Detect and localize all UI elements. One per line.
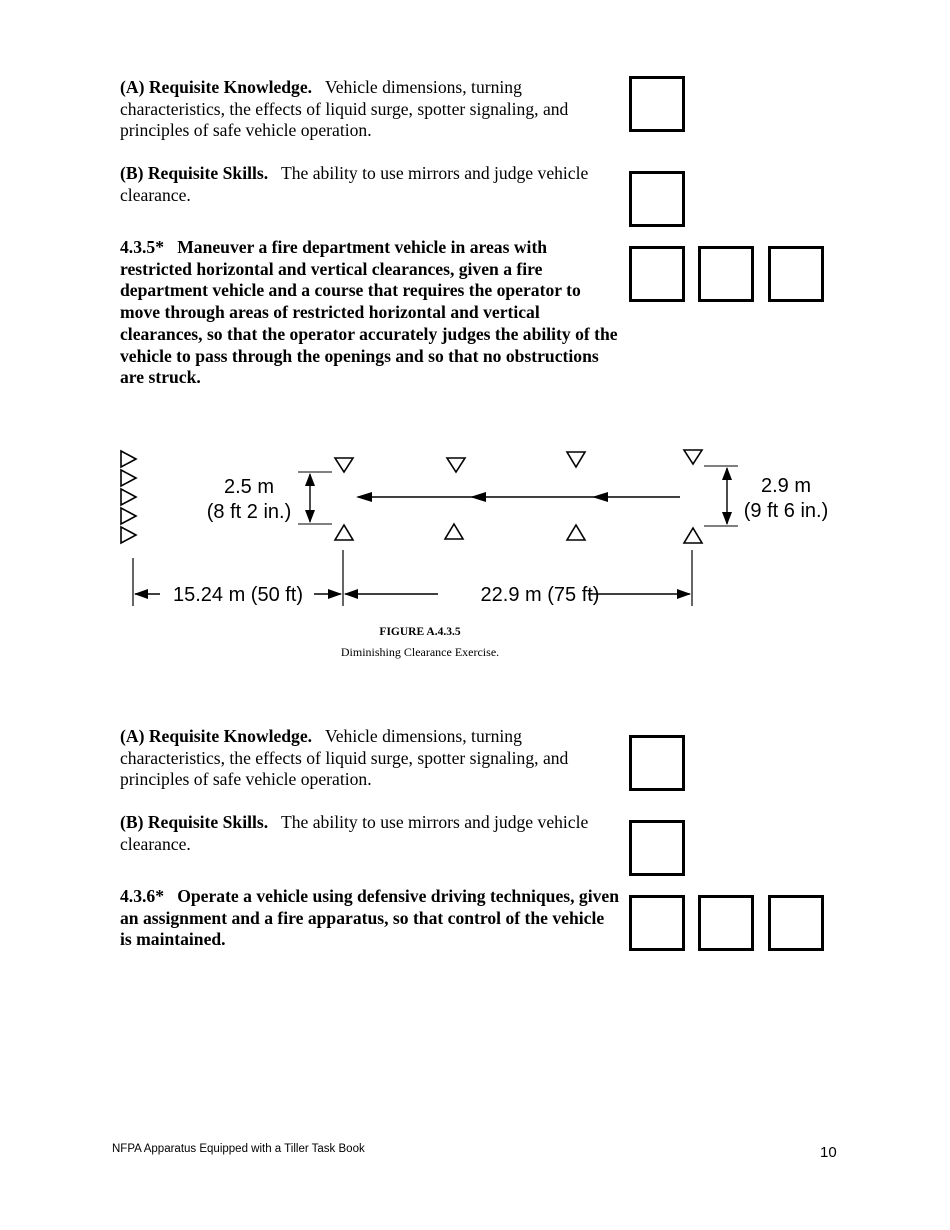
bottom-cones — [335, 524, 702, 543]
diminishing-clearance-diagram — [110, 440, 850, 620]
requisite-skills-text: The ability to use mirrors and judge vehicle clearance. — [120, 812, 589, 854]
jpr-number: 4.3.6* — [120, 886, 164, 906]
top-cones — [335, 450, 702, 472]
left-clearance-imperial: (8 ft 2 in.) — [206, 501, 292, 523]
signoff-checkbox[interactable] — [698, 895, 754, 951]
requisite-skills-paragraph — [120, 812, 620, 855]
signoff-checkbox[interactable] — [629, 246, 685, 302]
signoff-checkbox[interactable] — [629, 76, 685, 132]
figure-caption-text: Diminishing Clearance Exercise. — [340, 645, 500, 659]
signoff-checkbox[interactable] — [629, 820, 685, 876]
requisite-knowledge-text: Vehicle dimensions, turning characteristics, the effects of liquid surge, spotter signaling, and principles of safe vehicle operation. — [120, 726, 569, 790]
requisite-skills-text: The ability to use mirrors and judge vehicle clearance. — [120, 163, 589, 205]
jpr-4-3-5-paragraph — [120, 237, 620, 389]
footer-title: NFPA Apparatus Equipped with a Tiller Task Book — [112, 1143, 365, 1155]
left-clearance-metric: 2.5 m — [223, 476, 275, 498]
jpr-number: 4.3.5* — [120, 237, 164, 257]
signoff-checkbox[interactable] — [629, 735, 685, 791]
signoff-checkbox[interactable] — [768, 895, 824, 951]
requisite-skills-label: (B) Requisite Skills. — [120, 163, 269, 183]
jpr-text: Operate a vehicle using defensive driving techniques, given an assignment and a fire apparatus, so that control of the vehicle is maintained. — [120, 886, 619, 950]
figure-caption-title: FIGURE A.4.3.5 — [379, 626, 461, 638]
start-distance-label: 15.24 m (50 ft) — [172, 584, 304, 606]
requisite-knowledge-paragraph — [120, 726, 620, 791]
barrier-cones — [121, 451, 136, 543]
signoff-checkbox[interactable] — [629, 171, 685, 227]
jpr-text: Maneuver a fire department vehicle in areas with restricted horizontal and vertical clearances, given a fire department vehicle and a course that requires the operator to move through areas of restricted horizontal and vertical clearances, so that the operator accurately judges the ability of the vehicle to pass through the openings and so that no obstructions are struck. — [120, 237, 618, 388]
requisite-knowledge-label: (A) Requisite Knowledge. — [120, 77, 313, 97]
page-number: 10 — [820, 1144, 837, 1161]
jpr-4-3-6-paragraph — [120, 886, 620, 951]
requisite-skills-paragraph — [120, 163, 620, 206]
requisite-knowledge-text: Vehicle dimensions, turning characteristics, the effects of liquid surge, spotter signaling, and principles of safe vehicle operation. — [120, 77, 569, 141]
signoff-checkbox[interactable] — [768, 246, 824, 302]
requisite-skills-label: (B) Requisite Skills. — [120, 812, 269, 832]
right-clearance-imperial: (9 ft 6 in.) — [743, 500, 829, 522]
course-distance-label: 22.9 m (75 ft) — [480, 584, 600, 606]
requisite-knowledge-label: (A) Requisite Knowledge. — [120, 726, 313, 746]
requisite-knowledge-paragraph — [120, 77, 620, 142]
signoff-checkbox[interactable] — [698, 246, 754, 302]
right-clearance-metric: 2.9 m — [760, 475, 812, 497]
signoff-checkbox[interactable] — [629, 895, 685, 951]
